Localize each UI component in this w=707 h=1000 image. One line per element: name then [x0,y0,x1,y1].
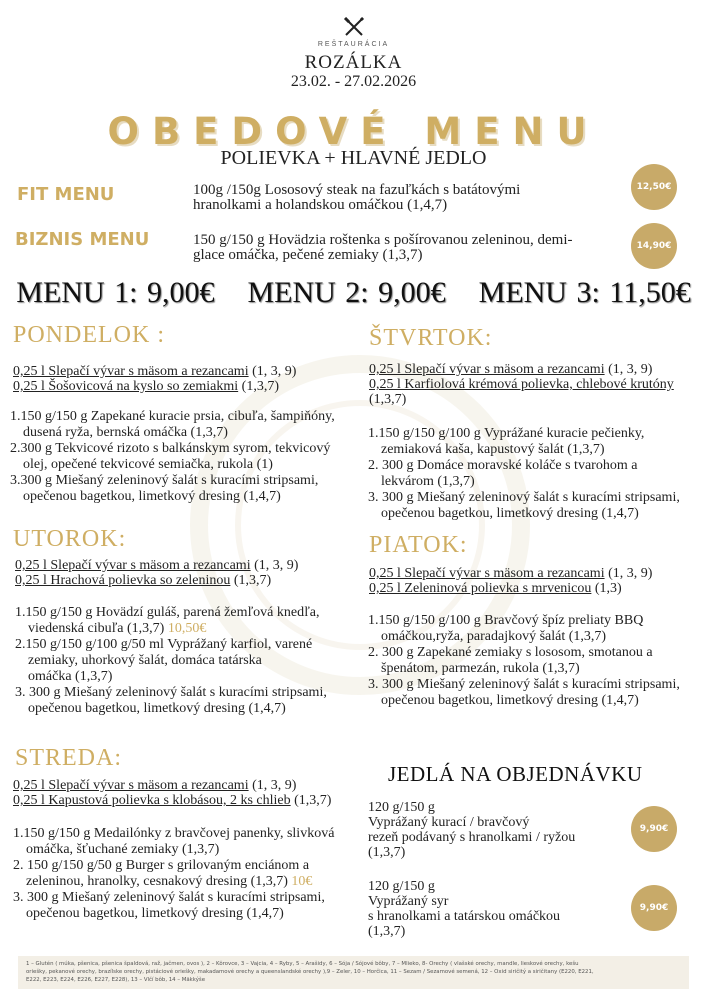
soup-item: 0,25 l Kapustová polievka s klobásou, 2 ks chlieb (1,3,7) [13,793,332,808]
soup-item: 0,25 l Šošovicová na kyslo so zemiakmi (1,3,7) [13,379,279,394]
menu2-price: MENU 2: 9,00€ [247,276,446,309]
fit-menu-line1: 100g /150g Lososový steak na fazuľkách s batátovými [193,182,521,198]
fit-menu-price: 12,50€ [631,164,677,210]
page-subtitle: POLIEVKA + HLAVNÉ JEDLO [220,147,487,169]
main-item: 2. 300 g Domáce moravské koláče s tvarohom a [368,458,638,473]
day-heading-piatok: PIATOK: [369,532,468,558]
main-item: 2. 150 g/150 g/50 g Burger s grilovaným enciánom a [13,858,310,873]
main-item: 3. 300 g Miešaný zeleninový šalát s kuracími stripsami, [15,685,327,700]
biznis-menu-label: BIZNIS MENU [15,229,150,250]
soup-item: 0,25 l Zeleninová polievka s mrvenicou (1,3) [369,581,622,596]
main-item: 3. 300 g Miešaný zeleninový šalát s kuracími stripsami, [368,490,680,505]
item-price: 10€ [287,874,313,889]
soup-item: 0,25 l Slepačí vývar s mäsom a rezancami (1, 3, 9) [369,566,653,581]
order-item-1: 120 g/150 g Vyprážaný kurací / bravčový rezeň podávaný s hranolkami / ryžou (1,3,7) [368,800,576,860]
main-item: 1.150 g/150 g/100 g Bravčový špíz preliaty BBQ [368,613,644,628]
mains-streda: 1.150 g/150 g Medailónky z bravčovej panenky, slivková omáčka, šťuchané zemiaky (1,3,7) 2. 150 g/150 g/50 g Burger s grilovaným enciánom a zeleninou, hranolky, cesnakový dresing (1,3,7) 10€ 3. 300 g Miešaný zeleninový šalát s kuracími stripsami, opečenou bagetkou, limetkový dresing (1,4,7) [13,826,358,922]
soups-piatok [369,566,694,596]
day-heading-utorok: UTOROK: [13,526,127,552]
soups-pondelok [13,364,343,394]
allergen-legend: 1 – Glutén ( múka, pšenica, pšenica špaldová, raž, jačmen, ovos ), 2 – Kôrovce, 3 – Vajcia, 4 – Ryby, 5 – Arašidy, 6 – Sója / Sójové bôby, 7 – Mlieko, 8- Orechy ( vlašské orechy, mandle, lieskové orechy, kešu oriešky, pekanové orechy, brazílske orechy, pistáciové oriešky, makadamové orechy a queenslandské orechy ),9 – Zeler, 10 – Horčica, 11 – Sezam / Sezamové semená, 12 – Oxid siričitý a siričitany (E220, E221, E222, E223, E224, E226, E227, E228), 13 – Vlčí bôb, 14 – Mäkkýše [18,956,689,989]
day-heading-stvrtok: ŠTVRTOK: [369,325,493,351]
main-item: 1.150 g/150 g Zapekané kuracie prsia, cibuľa, šampiňóny, [10,409,335,424]
main-item: 2.300 g Tekvicové rizoto s balkánskym syrom, tekvicový [10,441,331,456]
main-item: 3.300 g Miešaný zeleninový šalát s kuracími stripsami, [10,473,319,488]
soup-item: 0,25 l Slepačí vývar s mäsom a rezancami (1, 3, 9) [15,558,299,573]
fork-knife-icon [0,17,707,41]
restaurant-label: REŠTAURÁCIA [317,41,390,48]
soup-item: 0,25 l Hrachová polievka so zeleninou (1,3,7) [15,573,272,588]
biznis-menu-description [193,233,613,263]
order-item-2-price: 9,90€ [631,885,677,931]
biznis-menu-line2: glace omáčka, pečené zemiaky (1,3,7) [193,247,423,263]
soup-item: 0,25 l Slepačí vývar s mäsom a rezancami (1, 3, 9) [13,364,297,379]
soup-item: 0,25 l Slepačí vývar s mäsom a rezancami (1, 3, 9) [13,778,297,793]
soup-item: 0,25 l Karfiolová krémová polievka, chlebové krutóny [369,377,674,392]
menu-prices-row [0,276,707,310]
biznis-menu-line1: 150 g/150 g Hovädzia roštenka s pošírovanou zeleninou, demi- [193,232,573,248]
fit-menu-line2: hranolkami a holandskou omáčkou (1,4,7) [193,197,448,213]
main-item: 2.150 g/150 g/100 g/50 ml Vyprážaný karfiol, varené [15,637,313,652]
mains-utorok: 1.150 g/150 g Hovädzí guláš, parená žemľová knedľa, viedenská cibuľa (1,3,7) 10,50€ 2.150 g/150 g/100 g/50 ml Vyprážaný karfiol, varené zemiaky, uhorkový šalát, domáca tatárska omáčka (1,3,7) 3. 300 g Miešaný zeleninový šalát s kuracími stripsami, opečenou bagetkou, limetkový dresing (1,4,7) [15,605,355,717]
fit-menu-label: FIT MENU [17,184,115,205]
restaurant-name: ROZÁLKA [304,52,403,73]
day-heading-pondelok: PONDELOK : [13,322,165,348]
biznis-menu-price: 14,90€ [631,223,677,269]
main-item: 1.150 g/150 g/100 g Vyprážané kuracie pečienky, [368,426,645,441]
mains-piatok: 1.150 g/150 g/100 g Bravčový špíz preliaty BBQ omáčkou,ryža, paradajkový šalát (1,3,7) 2. 300 g Zapekané zemiaky s lososom, smotanou a špenátom, parmezán, rukola (1,3,7) 3. 300 g Miešaný zeleninový šalát s kuracími stripsami, opečenou bagetkou, limetkový dresing (1,4,7) [368,613,698,709]
item-price: 10,50€ [164,621,207,636]
mains-stvrtok: 1.150 g/150 g/100 g Vyprážané kuracie pečienky, zemiaková kaša, kapustový šalát (1,3,7) 2. 300 g Domáce moravské koláče s tvarohom a lekvárom (1,3,7) 3. 300 g Miešaný zeleninový šalát s kuracími stripsami, opečenou bagetkou, limetkový dresing (1,4,7) [368,426,698,522]
soups-utorok [15,558,345,588]
order-item-2: 120 g/150 g Vyprážaný syr s hranolkami a tatárskou omáčkou (1,3,7) [368,879,561,939]
order-section-title: JEDLÁ NA OBJEDNÁVKU [388,762,643,786]
main-item: 2. 300 g Zapekané zemiaky s lososom, smotanou a [368,645,653,660]
page-title: OBEDOVÉ MENU [107,110,600,153]
menu1-price: MENU 1: 9,00€ [16,276,215,309]
menu3-price: MENU 3: 11,50€ [478,276,691,309]
main-item: 1.150 g/150 g Hovädzí guláš, parená žemľová knedľa, [15,605,320,620]
fit-menu-description [193,183,613,213]
order-item-1-price: 9,90€ [631,806,677,852]
main-item: 3. 300 g Miešaný zeleninový šalát s kuracími stripsami, [13,890,325,905]
day-heading-streda: STREDA: [15,745,123,771]
main-item: 1.150 g/150 g Medailónky z bravčovej panenky, slivková [13,826,335,841]
soups-streda [13,778,353,808]
mains-pondelok: 1.150 g/150 g Zapekané kuracie prsia, cibuľa, šampiňóny, dusená ryža, bernská omáčka (1,3,7) 2.300 g Tekvicové rizoto s balkánskym syrom, tekvicový olej, opečené tekvicové semiačka, rukola (1) 3.300 g Miešaný zeleninový šalát s kuracími stripsami, opečenou bagetkou, limetkový dresing (1,4,7) [10,409,350,505]
soup-item: 0,25 l Slepačí vývar s mäsom a rezancami (1, 3, 9) [369,362,653,377]
main-item: 3. 300 g Miešaný zeleninový šalát s kuracími stripsami, [368,677,680,692]
menu-dates: 23.02. - 27.02.2026 [290,73,417,90]
soups-stvrtok: 0,25 l Slepačí vývar s mäsom a rezancami (1, 3, 9) 0,25 l Karfiolová krémová polievka, chlebové krutóny (1,3,7) [369,362,694,407]
